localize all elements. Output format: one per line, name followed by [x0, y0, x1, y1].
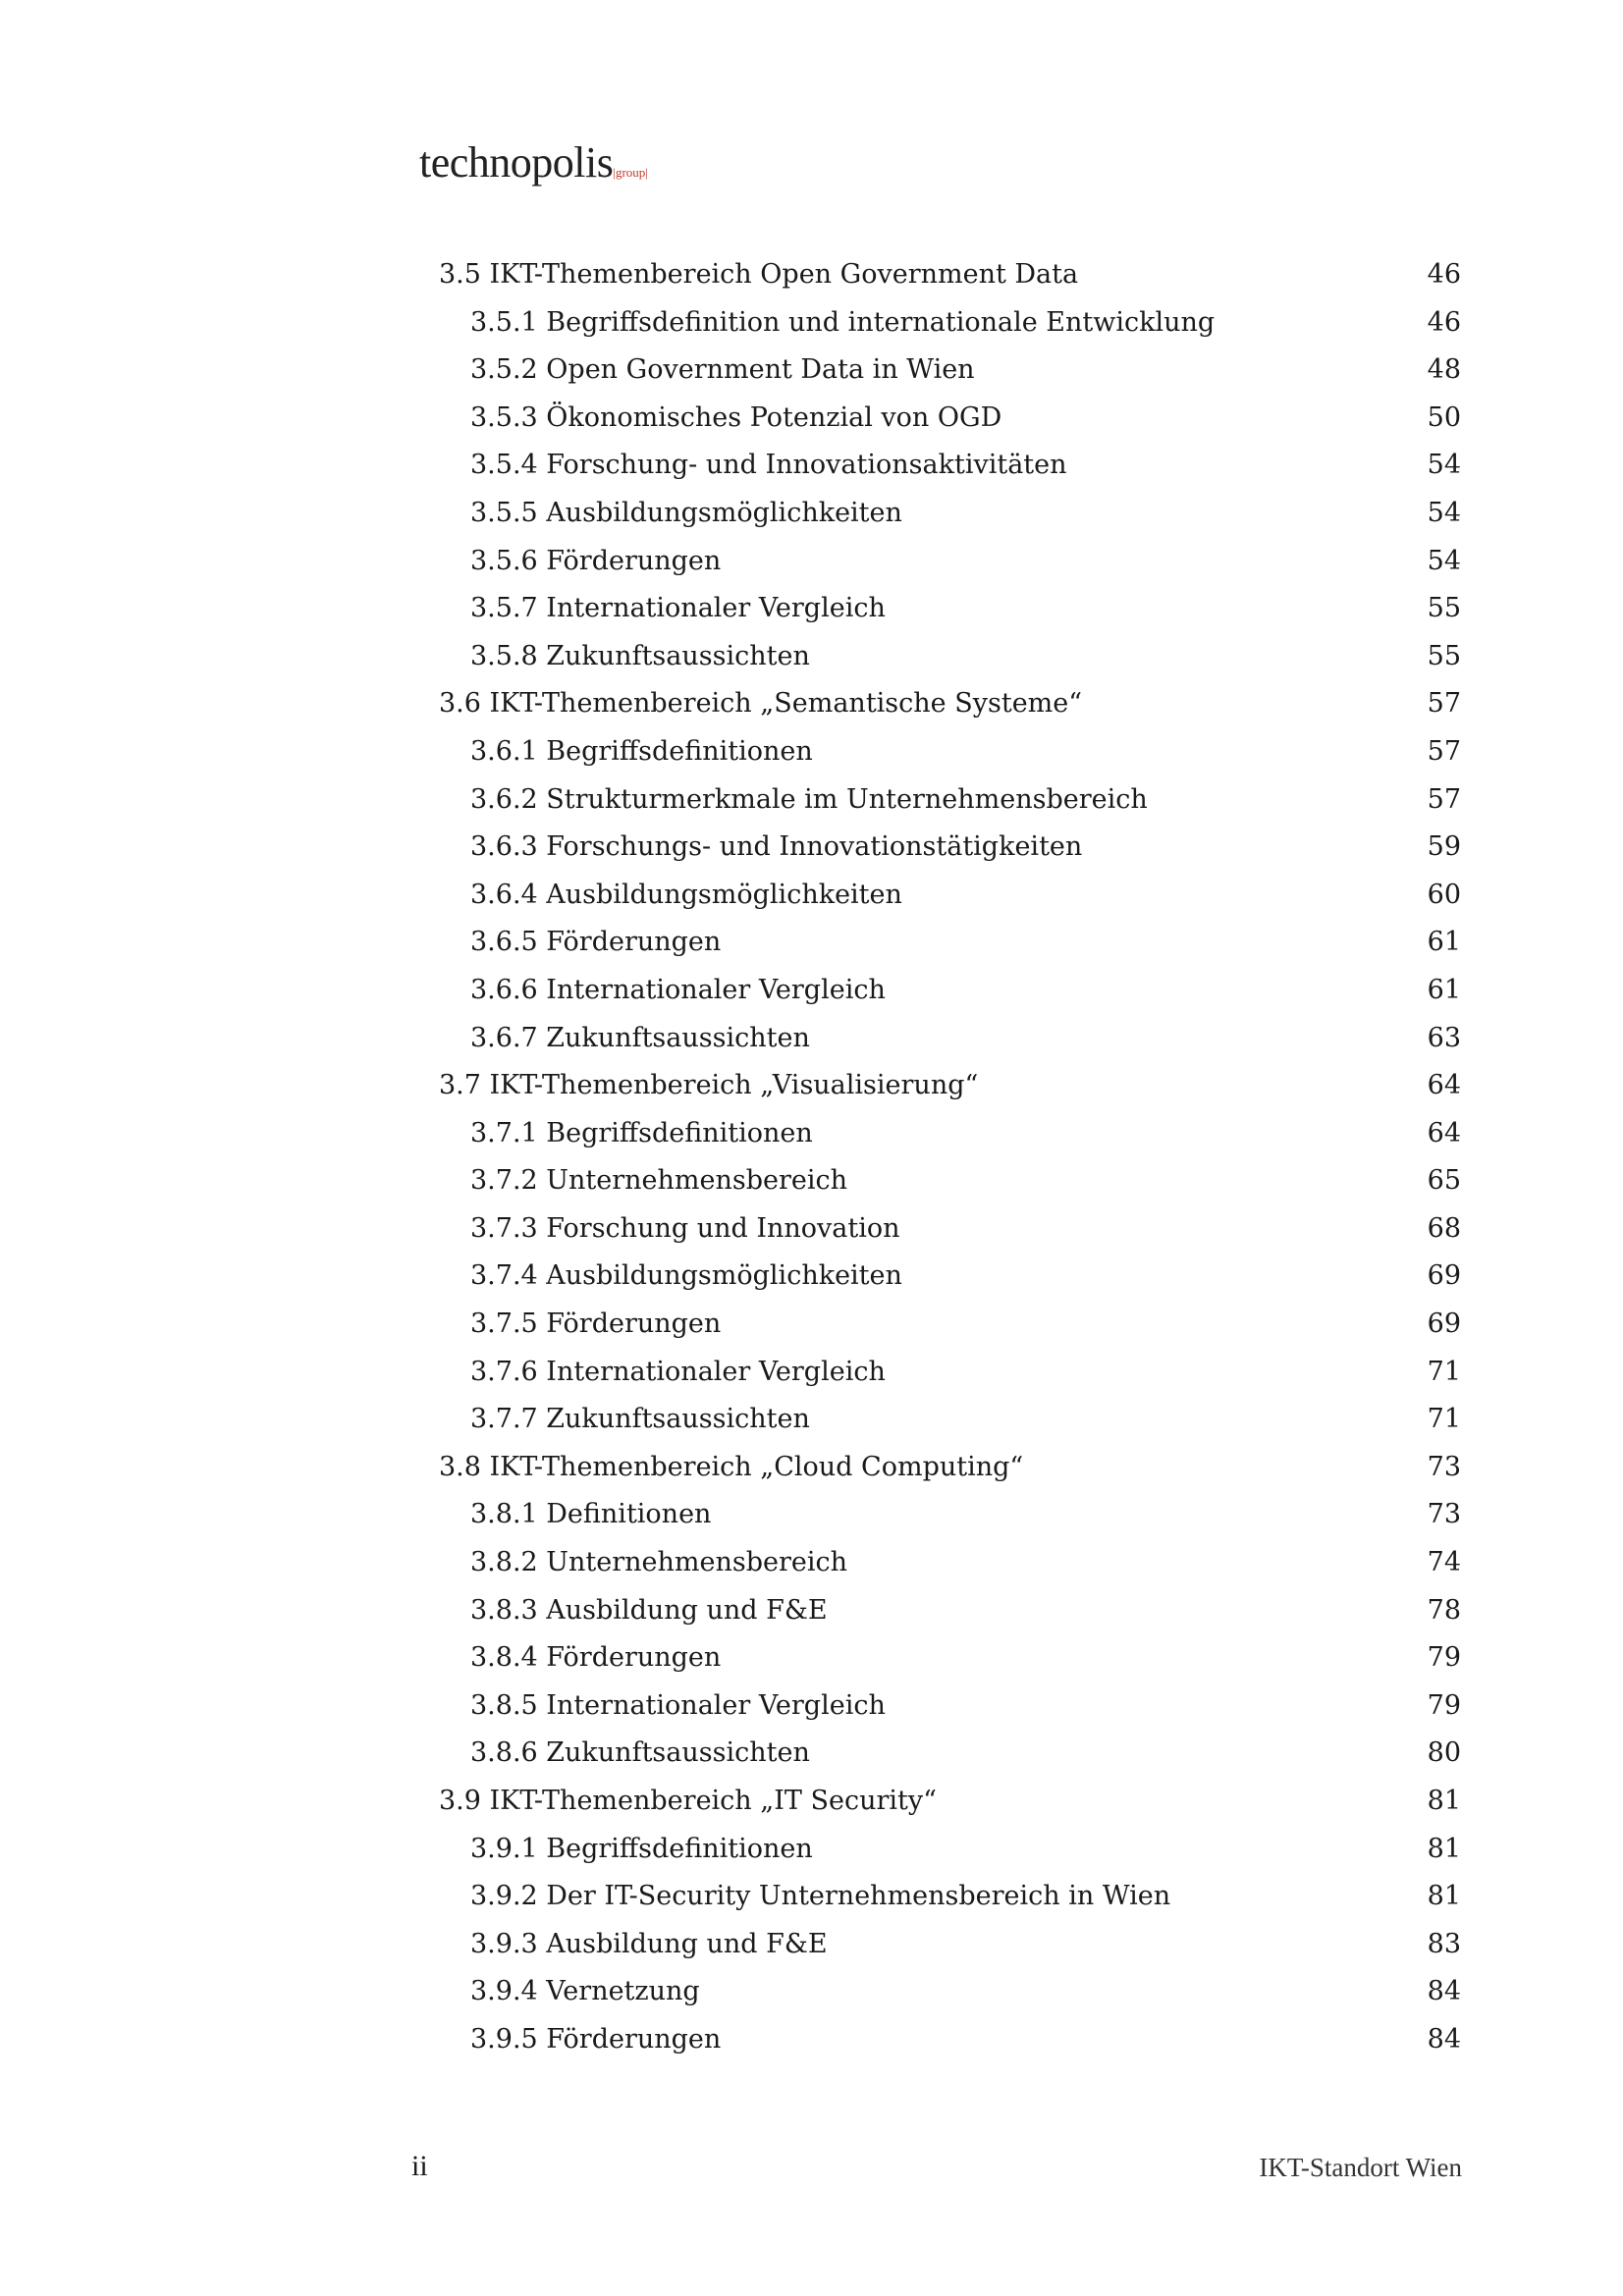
toc-entry-page: 54: [1427, 497, 1461, 528]
toc-subsection-entry[interactable]: [439, 1396, 1461, 1444]
toc-entry-title: 3.7.2 Unternehmensbereich: [470, 1165, 848, 1197]
toc-entry-title: 3.8 IKT-Themenbereich „Cloud Computing“: [439, 1451, 1024, 1482]
toc-entry-page: 61: [1427, 927, 1461, 958]
toc-entry-title: 3.9.1 Begriffsdefinitionen: [470, 1833, 813, 1864]
toc-entry-page: 46: [1427, 306, 1461, 338]
footer-document-title: IKT-Standort Wien: [1259, 2153, 1462, 2182]
toc-entry-title: 3.7.1 Begriffsdefinitionen: [470, 1117, 813, 1148]
toc-entry-title: 3.8.2 Unternehmensbereich: [470, 1547, 848, 1578]
toc-entry-page: 74: [1427, 1547, 1461, 1578]
toc-subsection-entry[interactable]: [439, 2016, 1461, 2064]
toc-entry-page: 71: [1427, 1404, 1461, 1435]
toc-entry-page: 54: [1427, 545, 1461, 576]
toc-section-entry[interactable]: [439, 251, 1461, 299]
toc-entry-page: 79: [1427, 1689, 1461, 1721]
toc-entry-title: 3.6 IKT-Themenbereich „Semantische Systeme“: [439, 688, 1083, 720]
toc-subsection-entry[interactable]: [439, 728, 1461, 776]
toc-subsection-entry[interactable]: [439, 1157, 1461, 1205]
toc-entry-title: 3.8.1 Definitionen: [470, 1499, 712, 1530]
toc-entry-page: 54: [1427, 450, 1461, 481]
toc-entry-title: 3.5.7 Internationaler Vergleich: [470, 593, 886, 624]
toc-entry-title: 3.5.4 Forschung- und Innovationsaktivitäten: [470, 450, 1067, 481]
toc-entry-title: 3.9.3 Ausbildung und F&E: [470, 1928, 828, 1959]
toc-entry-title: 3.6.7 Zukunftsaussichten: [470, 1022, 810, 1053]
toc-subsection-entry[interactable]: [439, 442, 1461, 490]
toc-subsection-entry[interactable]: [439, 1301, 1461, 1349]
toc-subsection-entry[interactable]: [439, 299, 1461, 347]
toc-entry-page: 57: [1427, 735, 1461, 767]
toc-entry-title: 3.7 IKT-Themenbereich „Visualisierung“: [439, 1070, 979, 1101]
toc-entry-page: 63: [1427, 1022, 1461, 1053]
toc-entry-page: 78: [1427, 1594, 1461, 1626]
toc-subsection-entry[interactable]: [439, 585, 1461, 633]
toc-subsection-entry[interactable]: [439, 1826, 1461, 1874]
toc-entry-page: 65: [1427, 1165, 1461, 1197]
toc-entry-page: 81: [1427, 1881, 1461, 1912]
toc-section-entry[interactable]: [439, 1444, 1461, 1492]
toc-subsection-entry[interactable]: [439, 1873, 1461, 1921]
toc-entry-title: 3.5.1 Begriffsdefinition und internationale Entwicklung: [470, 306, 1216, 338]
toc-entry-title: 3.6.2 Strukturmerkmale im Unternehmensbereich: [470, 783, 1148, 815]
toc-entry-page: 64: [1427, 1070, 1461, 1101]
toc-entry-title: 3.5.5 Ausbildungsmöglichkeiten: [470, 497, 902, 528]
toc-entry-title: 3.6.4 Ausbildungsmöglichkeiten: [470, 879, 902, 910]
toc-entry-title: 3.7.6 Internationaler Vergleich: [470, 1356, 886, 1387]
toc-subsection-entry[interactable]: [439, 1682, 1461, 1731]
toc-entry-page: 73: [1427, 1451, 1461, 1482]
toc-section-entry[interactable]: [439, 1062, 1461, 1110]
toc-subsection-entry[interactable]: [439, 395, 1461, 443]
toc-subsection-entry[interactable]: [439, 967, 1461, 1015]
toc-entry-title: 3.8.4 Förderungen: [470, 1642, 722, 1674]
toc-entry-page: 59: [1427, 831, 1461, 863]
toc-entry-title: 3.5.2 Open Government Data in Wien: [470, 354, 975, 386]
logo-main-text: technopolis: [419, 138, 614, 187]
toc-entry-page: 81: [1427, 1833, 1461, 1864]
technopolis-logo: [419, 137, 648, 187]
toc-section-entry[interactable]: [439, 680, 1461, 728]
toc-entry-page: 79: [1427, 1642, 1461, 1674]
toc-subsection-entry[interactable]: [439, 1015, 1461, 1063]
footer-page-number: ii: [411, 2150, 428, 2182]
toc-entry-title: 3.9.5 Förderungen: [470, 2023, 722, 2055]
toc-entry-page: 61: [1427, 974, 1461, 1005]
toc-subsection-entry[interactable]: [439, 1253, 1461, 1301]
toc-subsection-entry[interactable]: [439, 538, 1461, 586]
toc-entry-page: 60: [1427, 879, 1461, 910]
toc-entry-page: 73: [1427, 1499, 1461, 1530]
toc-entry-page: 69: [1427, 1260, 1461, 1292]
toc-entry-page: 84: [1427, 1976, 1461, 2007]
toc-entry-title: 3.7.3 Forschung und Innovation: [470, 1212, 900, 1244]
toc-subsection-entry[interactable]: [439, 872, 1461, 920]
toc-section-entry[interactable]: [439, 1778, 1461, 1826]
toc-entry-title: 3.5.8 Zukunftsaussichten: [470, 640, 810, 671]
toc-subsection-entry[interactable]: [439, 1730, 1461, 1778]
toc-subsection-entry[interactable]: [439, 1587, 1461, 1635]
toc-entry-page: 57: [1427, 688, 1461, 720]
toc-subsection-entry[interactable]: [439, 776, 1461, 825]
toc-subsection-entry[interactable]: [439, 1921, 1461, 1969]
toc-entry-title: 3.5.6 Förderungen: [470, 545, 722, 576]
toc-entry-title: 3.6.3 Forschungs- und Innovationstätigkeiten: [470, 831, 1083, 863]
toc-entry-title: 3.5.3 Ökonomisches Potenzial von OGD: [470, 401, 1002, 433]
toc-entry-page: 81: [1427, 1786, 1461, 1816]
toc-entry-title: 3.6.1 Begriffsdefinitionen: [470, 735, 813, 767]
toc-subsection-entry[interactable]: [439, 1491, 1461, 1539]
toc-subsection-entry[interactable]: [439, 490, 1461, 538]
toc-subsection-entry[interactable]: [439, 347, 1461, 395]
toc-subsection-entry[interactable]: [439, 919, 1461, 967]
toc-entry-page: 55: [1427, 640, 1461, 671]
toc-entry-page: 55: [1427, 593, 1461, 624]
toc-entry-page: 83: [1427, 1928, 1461, 1959]
toc-entry-title: 3.8.6 Zukunftsaussichten: [470, 1737, 810, 1769]
toc-subsection-entry[interactable]: [439, 1634, 1461, 1682]
toc-entry-title: 3.6.5 Förderungen: [470, 927, 722, 958]
toc-entry-page: 84: [1427, 2023, 1461, 2055]
toc-subsection-entry[interactable]: [439, 1539, 1461, 1587]
toc-entry-title: 3.8.3 Ausbildung und F&E: [470, 1594, 828, 1626]
toc-entry-page: 80: [1427, 1737, 1461, 1769]
table-of-contents: [439, 251, 1461, 2064]
toc-subsection-entry[interactable]: [439, 633, 1461, 681]
toc-subsection-entry[interactable]: [439, 824, 1461, 872]
toc-entry-page: 48: [1427, 354, 1461, 386]
logo-group-text: |group|: [613, 165, 648, 180]
toc-subsection-entry[interactable]: [439, 1349, 1461, 1397]
toc-entry-page: 69: [1427, 1308, 1461, 1340]
toc-entry-page: 50: [1427, 401, 1461, 433]
toc-entry-title: 3.9 IKT-Themenbereich „IT Security“: [439, 1786, 937, 1816]
toc-subsection-entry[interactable]: [439, 1968, 1461, 2016]
toc-entry-title: 3.7.7 Zukunftsaussichten: [470, 1404, 810, 1435]
toc-subsection-entry[interactable]: [439, 1205, 1461, 1254]
toc-entry-title: 3.6.6 Internationaler Vergleich: [470, 974, 886, 1005]
toc-entry-page: 57: [1427, 783, 1461, 815]
toc-entry-page: 71: [1427, 1356, 1461, 1387]
toc-entry-page: 64: [1427, 1117, 1461, 1148]
toc-entry-title: 3.9.4 Vernetzung: [470, 1976, 700, 2007]
toc-entry-page: 46: [1427, 259, 1461, 290]
toc-entry-title: 3.7.4 Ausbildungsmöglichkeiten: [470, 1260, 902, 1292]
toc-entry-page: 68: [1427, 1212, 1461, 1244]
toc-entry-title: 3.7.5 Förderungen: [470, 1308, 722, 1340]
toc-entry-title: 3.5 IKT-Themenbereich Open Government Data: [439, 259, 1079, 290]
toc-subsection-entry[interactable]: [439, 1110, 1461, 1158]
toc-entry-title: 3.9.2 Der IT-Security Unternehmensbereich in Wien: [470, 1881, 1171, 1912]
toc-entry-title: 3.8.5 Internationaler Vergleich: [470, 1689, 886, 1721]
